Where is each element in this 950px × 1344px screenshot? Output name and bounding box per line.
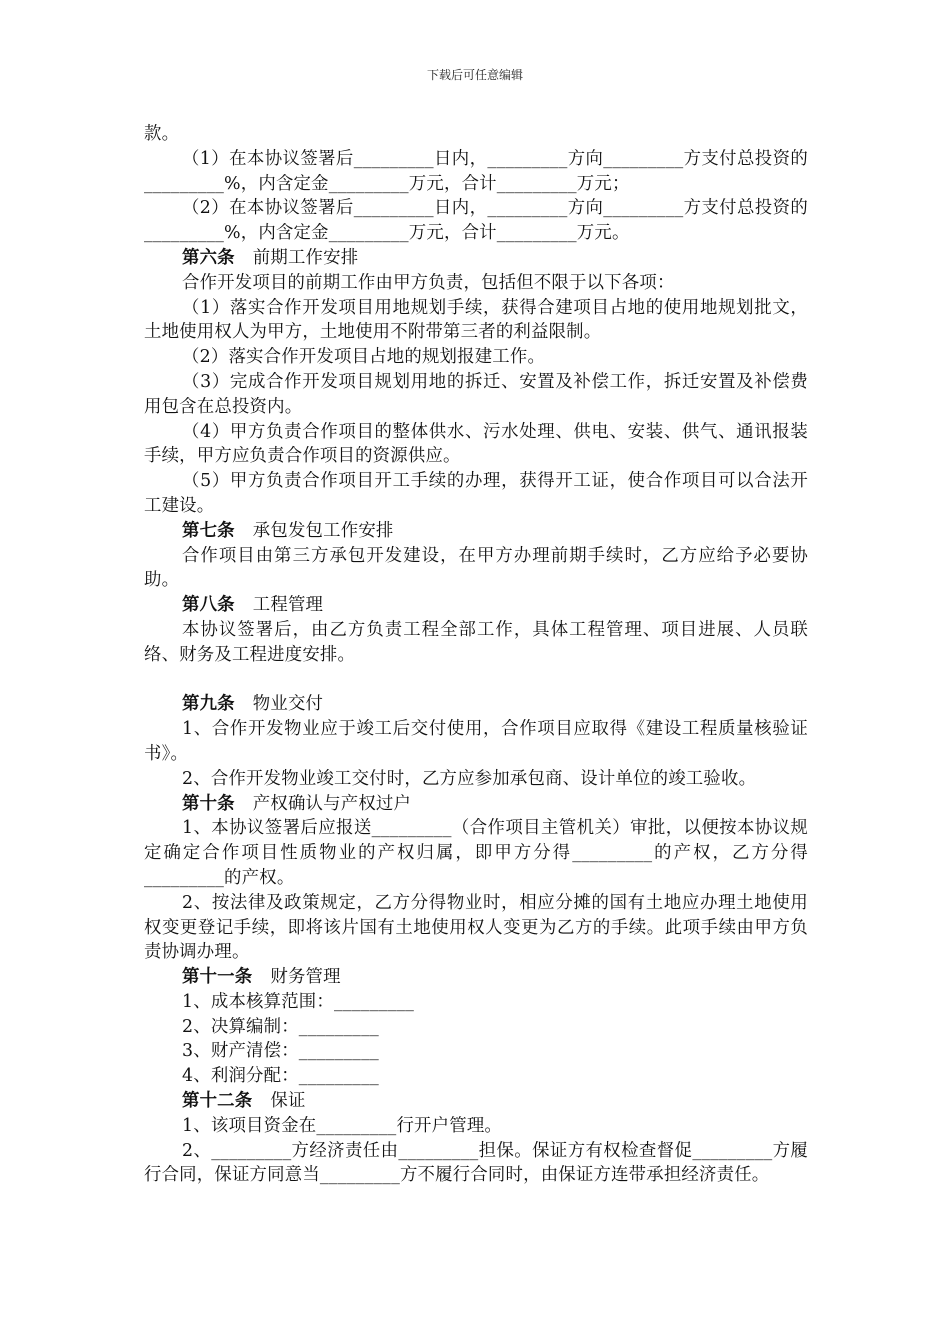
article-number: 第九条 [182,694,235,715]
paragraph: （3）完成合作开发项目规划用地的拆迁、安置及补偿工作，拆迁安置及补偿费用包含在总投资内。 [144,371,808,417]
page-header: 下载后可任意编辑 [426,68,523,82]
document-body [144,122,808,1188]
article-heading [144,792,808,817]
article-number: 第七条 [182,520,235,541]
article-title: 产权确认与产权过户 [252,793,412,814]
paragraph: （2）落实合作开发项目占地的规划报建工作。 [182,347,546,368]
paragraph: 1、该项目资金在_________行开户管理。 [182,1115,503,1136]
article-title: 保证 [270,1091,306,1112]
paragraph: 2、决算编制：_________ [182,1016,379,1037]
paragraph: 3、财产清偿：_________ [182,1041,379,1062]
paragraph: （4）甲方负责合作项目的整体供水、污水处理、供电、安装、供气、通讯报装手续，甲方应负责合作项目的资源供应。 [144,421,808,467]
article-heading [144,246,808,271]
article-title: 工程管理 [252,595,324,616]
paragraph: 2、_________方经济责任由_________担保。保证方有权检查督促_________方履行合同，保证方同意当_________方不履行合同时，由保证方连带承担经济责任。 [144,1140,808,1186]
article-number: 第八条 [182,595,235,616]
article-heading [144,519,808,544]
article-number: 第六条 [182,247,235,268]
paragraph: 2、合作开发物业竣工交付时，乙方应参加承包商、设计单位的竣工验收。 [182,768,757,789]
paragraph: 2、按法律及政策规定，乙方分得物业时，相应分摊的国有土地应办理土地使用权变更登记手续，即将该片国有土地使用权人变更为乙方的手续。此项手续由甲方负责协调办理。 [144,892,808,963]
article-title: 财务管理 [270,967,341,988]
article-heading [144,692,808,717]
article-title: 承包发包工作安排 [252,520,394,541]
paragraph: （1）在本协议签署后_________日内，_________方向_________方支付总投资的_________%，内含定金_________万元，合计_________万元； [144,148,808,194]
paragraph: 1、本协议签署后应报送_________（合作项目主管机关）审批，以便按本协议规定确定合作项目性质物业的产权归属，即甲方分得_________的产权，乙方分得_________的产权。 [144,818,808,888]
article-heading [144,593,808,618]
article-heading [144,965,808,990]
paragraph: 本协议签署后，由乙方负责工程全部工作，具体工程管理、项目进展、人员联络、财务及工程进度安排。 [144,619,808,665]
article-number: 第十条 [182,793,235,814]
paragraph: 合作开发项目的前期工作由甲方负责，包括但不限于以下各项： [182,272,675,293]
paragraph: （1）落实合作开发项目用地规划手续，获得合建项目占地的使用地规划批文，土地使用权人为甲方，土地使用不附带第三者的利益限制。 [144,297,808,343]
article-title: 前期工作安排 [252,247,359,268]
paragraph: 1、合作开发物业应于竣工后交付使用，合作项目应取得《建设工程质量核验证书》。 [144,719,808,764]
paragraph: 合作项目由第三方承包开发建设，在甲方办理前期手续时，乙方应给予必要协助。 [144,545,808,591]
article-title: 物业交付 [252,694,324,715]
article-heading [144,1089,808,1114]
paragraph: （2）在本协议签署后_________日内，_________方向_________方支付总投资的_________%，内含定金_________万元，合计_________万元。 [144,198,808,244]
article-number: 第十一条 [182,967,253,988]
paragraph: 1、成本核算范围：_________ [182,991,415,1012]
paragraph: 款。 [144,124,180,144]
paragraph: 4、利润分配：_________ [182,1066,379,1087]
blank-line [144,668,808,693]
article-number: 第十二条 [182,1091,253,1112]
paragraph: （5）甲方负责合作项目开工手续的办理，获得开工证，使合作项目可以合法开工建设。 [144,471,808,516]
